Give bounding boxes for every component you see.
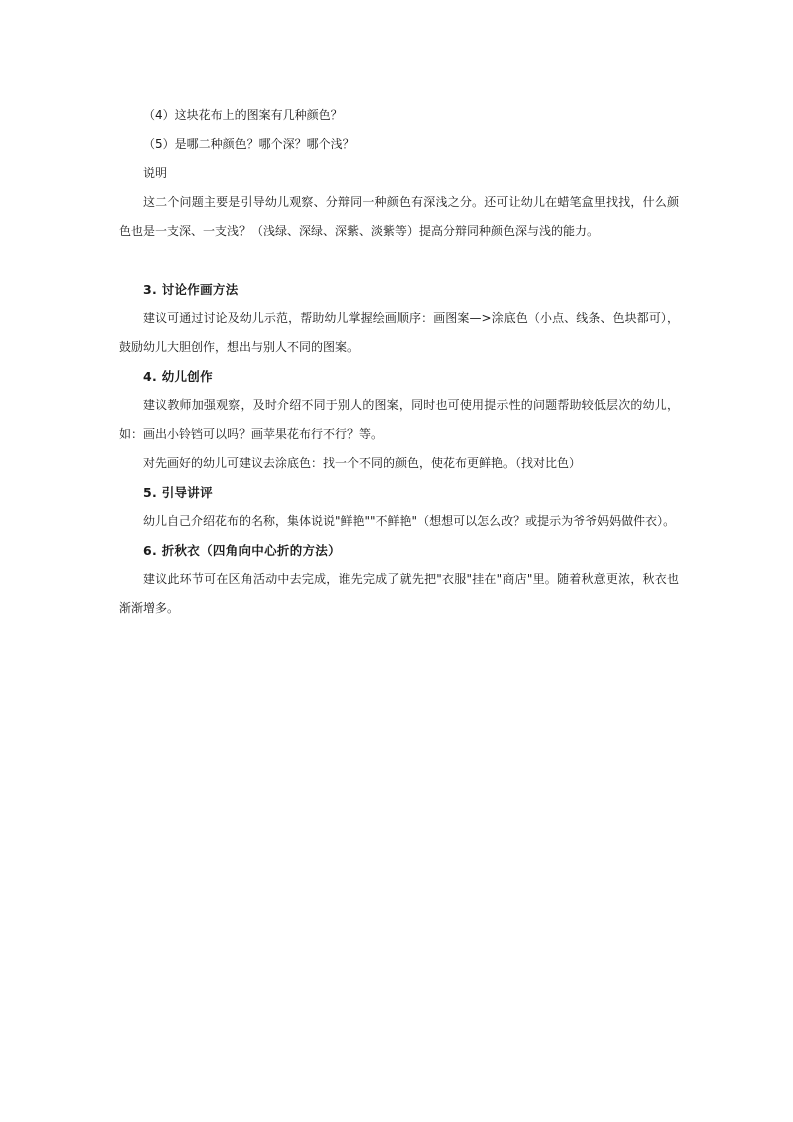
section-4-paragraph-1: 建议教师加强观察，及时介绍不同于别人的图案，同时也可使用提示性的问题帮助较低层次的幼儿，如：画出小铃铛可以吗？画苹果花布行不行？等。	[119, 398, 679, 441]
section-3-heading: 3. 讨论作画方法	[143, 282, 239, 297]
paragraph-spacer	[119, 246, 679, 275]
question-5: （5）是哪二种颜色？哪个深？哪个浅？	[143, 137, 355, 151]
section-4-heading: 4. 幼儿创作	[143, 369, 213, 384]
section-3-paragraph: 建议可通过讨论及幼儿示范，帮助幼儿掌握绘画顺序：画图案—>涂底色（小点、线条、色块都可），鼓励幼儿大胆创作，想出与别人不同的图案。	[119, 311, 679, 354]
note-label: 说明	[143, 166, 168, 180]
section-5-paragraph: 幼儿自己介绍花布的名称，集体说说"鲜艳""不鲜艳"（想想可以怎么改？或提示为爷爷妈妈做件衣）。	[143, 514, 676, 528]
document-body	[119, 101, 679, 623]
note-paragraph: 这二个问题主要是引导幼儿观察、分辩同一种颜色有深浅之分。还可让幼儿在蜡笔盒里找找，什么颜色也是一支深、一支浅？（浅绿、深绿、深紫、淡紫等）提高分辩同种颜色深与浅的能力。	[119, 195, 679, 238]
question-4: （4）这块花布上的图案有几种颜色？	[143, 108, 343, 122]
section-5-heading: 5. 引导讲评	[143, 485, 213, 500]
section-6-heading: 6. 折秋衣（四角向中心折的方法）	[143, 543, 341, 558]
section-4-paragraph-2: 对先画好的幼儿可建议去涂底色：找一个不同的颜色，使花布更鲜艳。（找对比色）	[143, 456, 582, 470]
section-6-paragraph: 建议此环节可在区角活动中去完成，谁先完成了就先把"衣服"挂在"商店"里。随着秋意更浓，秋衣也渐渐增多。	[119, 572, 679, 615]
